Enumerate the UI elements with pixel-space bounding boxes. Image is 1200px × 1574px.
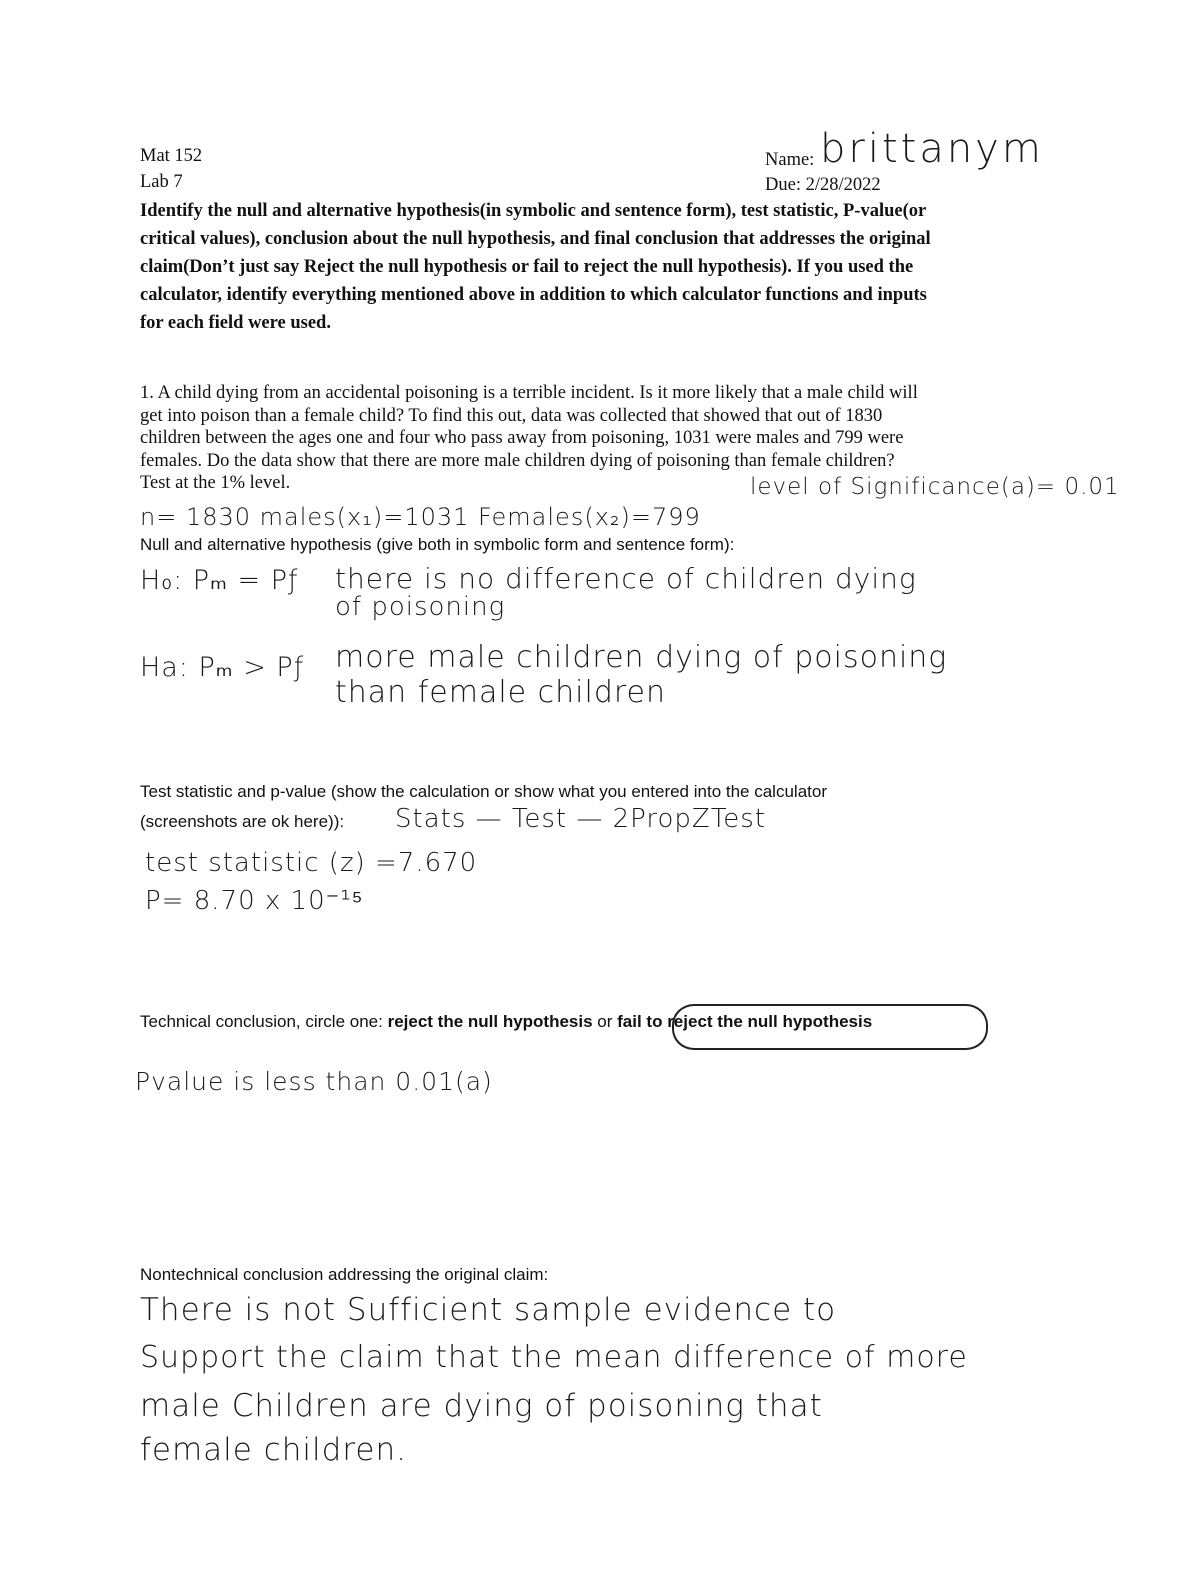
ha-symbolic: Ha: Pₘ > Pƒ bbox=[140, 652, 305, 683]
instruction-line: claim(Don’t just say Reject the null hypothesis or fail to reject the null hypothesis). If you used the bbox=[140, 257, 914, 277]
instruction-line: Identify the null and alternative hypothesis(in symbolic and sentence form), test statistic, P-value(or bbox=[140, 201, 927, 221]
technical-note: Pvalue is less than 0.01(a) bbox=[135, 1067, 493, 1096]
due-label-text: Due: bbox=[765, 175, 801, 195]
h0-sentence-line1: there is no difference of children dying bbox=[335, 562, 917, 595]
circled-answer-outline bbox=[672, 1004, 988, 1050]
name-label: Name: bbox=[765, 150, 815, 170]
instruction-line: for each field were used. bbox=[140, 313, 331, 333]
nontechnical-prompt: Nontechnical conclusion addressing the original claim: bbox=[140, 1265, 549, 1284]
calculator-path: Stats — Test — 2PropZTest bbox=[395, 804, 766, 834]
question-line: get into poison than a female child? To find this out, data was collected that showed that out of 1830 bbox=[140, 405, 883, 426]
h0-sentence-line2: of poisoning bbox=[335, 592, 506, 622]
instruction-line: calculator, identify everything mentioned above in addition to which calculator functions and inputs bbox=[140, 285, 927, 305]
hypothesis-prompt: Null and alternative hypothesis (give both in symbolic form and sentence form): bbox=[140, 535, 735, 554]
student-name: brittanym bbox=[820, 126, 1044, 172]
handwritten-significance: level of Significance(a)= 0.01 bbox=[750, 474, 1120, 500]
question-line: females. Do the data show that there are more male children dying of poisoning than female children? bbox=[140, 450, 895, 471]
nontechnical-line: female children. bbox=[140, 1432, 407, 1468]
handwritten-given-values: n= 1830 males(x₁)=1031 Females(x₂)=799 bbox=[140, 503, 701, 531]
instruction-line: critical values), conclusion about the null hypothesis, and final conclusion that addresses the original bbox=[140, 229, 931, 249]
p-value: P= 8.70 x 10⁻¹⁵ bbox=[145, 886, 364, 916]
question-line: children between the ages one and four who pass away from poisoning, 1031 were males and 799 were bbox=[140, 428, 904, 448]
technical-label: Technical conclusion, circle one: bbox=[140, 1012, 388, 1031]
question-line: 1. A child dying from an accidental poisoning is a terrible incident. Is it more likely that a male child will bbox=[140, 383, 918, 403]
test-statistic-value: test statistic (z) =7.670 bbox=[145, 848, 478, 878]
nontechnical-line: male Children are dying of poisoning that bbox=[140, 1388, 823, 1424]
test-stat-prompt-line1: Test statistic and p-value (show the calculation or show what you entered into the calculator bbox=[140, 782, 827, 801]
due-date: 2/28/2022 bbox=[805, 175, 881, 195]
ha-sentence-line1: more male children dying of poisoning bbox=[335, 640, 948, 675]
ha-sentence-line2: than female children bbox=[335, 675, 667, 710]
instructions bbox=[140, 197, 1040, 337]
question-line: Test at the 1% level. bbox=[140, 473, 291, 493]
nontechnical-line: Support the claim that the mean difference of more bbox=[140, 1340, 968, 1375]
course-label: Mat 152 bbox=[140, 146, 203, 166]
option-reject: reject the null hypothesis bbox=[387, 1012, 593, 1031]
lab-label: Lab 7 bbox=[140, 172, 183, 192]
option-separator: or bbox=[592, 1012, 618, 1031]
h0-symbolic: H₀: Pₘ = Pƒ bbox=[140, 565, 299, 596]
nontechnical-line: There is not Sufficient sample evidence to bbox=[140, 1292, 837, 1328]
due-label bbox=[765, 175, 881, 196]
option-fail: fail to reject the null hypothesis bbox=[617, 1012, 873, 1031]
test-stat-prompt-line2: (screenshots are ok here)): bbox=[140, 812, 345, 831]
